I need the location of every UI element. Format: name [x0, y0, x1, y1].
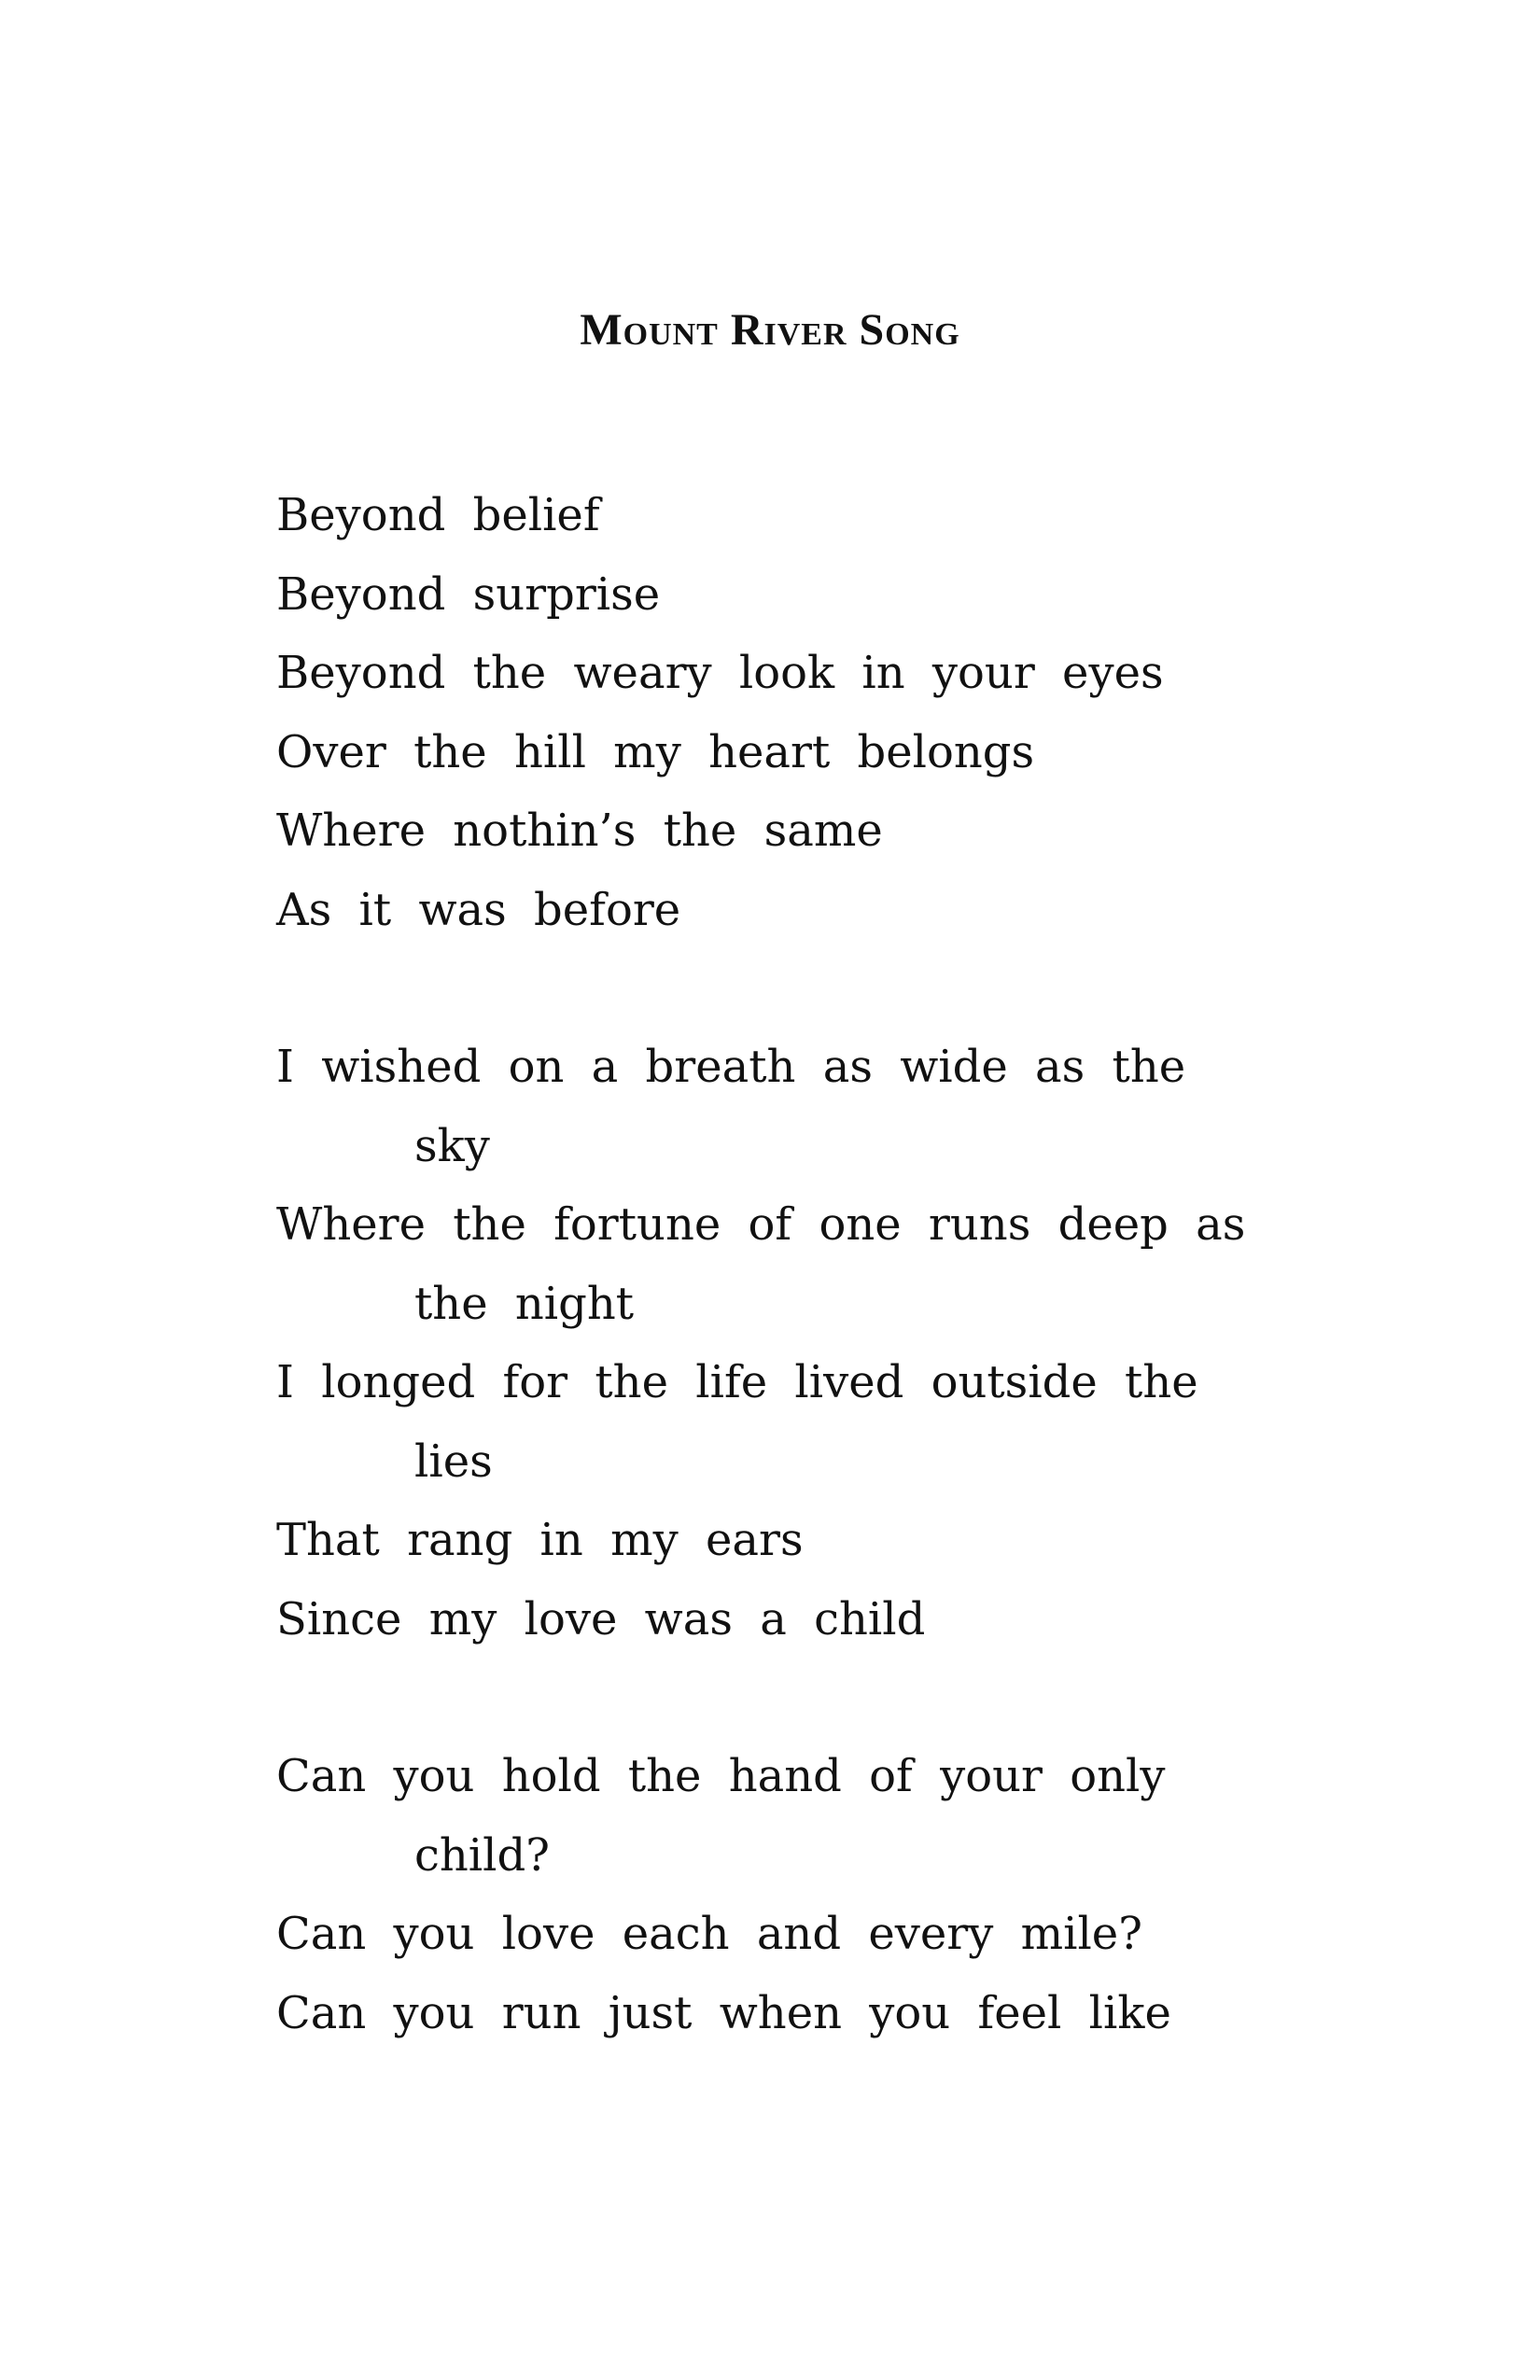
poem-line: I longed for the life lived outside the [276, 1356, 1198, 1408]
poem-line: Can you hold the hand of your only [276, 1750, 1166, 1802]
poem-line: That rang in my ears [276, 1514, 804, 1566]
poem-line: Beyond surprise [276, 567, 661, 621]
poem-line: Can you run just when you feel like [276, 1986, 1171, 2039]
poem-title: Mount River Song [580, 305, 960, 355]
stanza-2 [276, 1028, 1303, 1659]
stanza-1 [276, 476, 1303, 949]
poem-line: Over the hill my heart belongs [276, 725, 1035, 778]
poem-line: Beyond the weary look in your eyes [276, 647, 1164, 699]
poem-line: I wished on a breath as wide as the [276, 1041, 1186, 1093]
poem-line: Beyond belief [276, 489, 600, 541]
poem-line: As it was before [276, 883, 681, 936]
stanza-3 [276, 1737, 1303, 2052]
poem-line: Can you love each and every mile? [276, 1908, 1142, 1960]
poem-line-continuation: sky [414, 1119, 490, 1172]
poem-line: Since my love was a child [276, 1592, 926, 1645]
poem-line: Where the fortune of one runs deep as [276, 1198, 1246, 1251]
poem-line-continuation: child? [414, 1828, 550, 1882]
poem-line-continuation: lies [414, 1435, 493, 1488]
poem-body [276, 476, 1303, 2131]
poem-line: Where nothin’s the same [276, 805, 883, 857]
poem-line-continuation: the night [414, 1277, 635, 1330]
